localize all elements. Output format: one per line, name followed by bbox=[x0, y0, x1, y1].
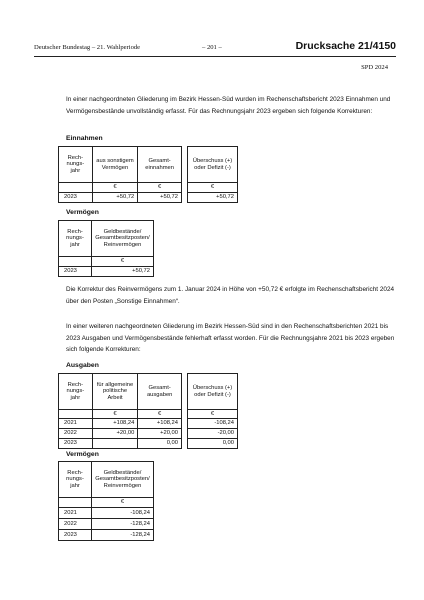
col-surplus: Überschuss (+) oder Defizit (-) bbox=[188, 147, 238, 183]
intro-paragraph-1: In einer nachgeordneten Gliederung im Bezirk Hessen-Süd wurden im Rechenschaftsbericht 2023 Einnahmen und Vermögensbestände unvollständig erfasst. Für das Rechnungsjahr 2023 ergeben sich folgende Korrekturen: bbox=[66, 96, 391, 115]
year-cell: 2023 bbox=[59, 193, 93, 203]
year-cell: 2023 bbox=[59, 439, 93, 449]
col-politische-arbeit: für allgemeine politische Arbeit bbox=[92, 374, 138, 410]
year-cell: 2023 bbox=[59, 530, 92, 541]
ausgaben-heading: Ausgaben bbox=[66, 362, 99, 369]
col-gesamteinnahmen: Gesamt-einnahmen bbox=[138, 147, 182, 183]
year-cell: 2022 bbox=[59, 429, 93, 439]
col-year: Rech-nungs-jahr bbox=[59, 374, 93, 410]
vermoegen-table-2 bbox=[58, 461, 154, 541]
surplus-table-2 bbox=[187, 373, 238, 449]
year-cell: 2022 bbox=[59, 519, 92, 530]
party-label: SPD 2024 bbox=[361, 64, 388, 71]
col-year: Rech-nungs-jahr bbox=[59, 462, 92, 498]
col-reinvermoegen: Geldbestände/ Gesamtbesitzposten/ Reinvermögen bbox=[92, 462, 154, 498]
year-cell: 2021 bbox=[59, 419, 93, 429]
unit-cell: € bbox=[138, 410, 182, 419]
table-row bbox=[59, 429, 182, 439]
value-cell: +108,24 bbox=[138, 419, 182, 429]
einnahmen-table bbox=[58, 146, 182, 203]
value-cell: +50,72 bbox=[138, 193, 182, 203]
table-row bbox=[59, 419, 182, 429]
header-parliament: Deutscher Bundestag – 21. Wahlperiode bbox=[34, 44, 141, 51]
col-reinvermoegen: Geldbestände/ Gesamtbesitzposten/ Reinvermögen bbox=[92, 221, 154, 257]
value-cell: +20,00 bbox=[92, 429, 138, 439]
intro-paragraph-2: In einer weiteren nachgeordneten Gliederung im Bezirk Hessen-Süd sind in den Rechenschaftsberichten 2021 bis 2023 Ausgaben und Vermögensbestände fehlerhaft erfasst worden. Für die Rechnungsjahre 2021 bis 2023 ergeben sich folgende Korrekturen: bbox=[66, 323, 395, 354]
table-row bbox=[59, 439, 182, 449]
value-cell: +108,24 bbox=[92, 419, 138, 429]
value-cell bbox=[92, 439, 138, 449]
value-cell: 0,00 bbox=[138, 439, 182, 449]
value-cell: -108,24 bbox=[188, 419, 238, 429]
unit-cell: € bbox=[92, 498, 154, 508]
unit-cell: € bbox=[92, 410, 138, 419]
unit-cell: € bbox=[138, 183, 182, 193]
value-cell: 0,00 bbox=[188, 439, 238, 449]
table-row bbox=[188, 429, 238, 439]
col-sonstiges-vermoegen: aus sonstigem Vermögen bbox=[92, 147, 138, 183]
value-cell: +20,00 bbox=[138, 429, 182, 439]
value-cell: +50,72 bbox=[92, 267, 154, 277]
table-row bbox=[59, 530, 154, 541]
table-row bbox=[59, 193, 182, 203]
unit-blank bbox=[59, 498, 92, 508]
table-row bbox=[59, 519, 154, 530]
ausgaben-table bbox=[58, 373, 182, 449]
vermoegen-heading-1: Vermögen bbox=[66, 209, 99, 216]
value-cell: -128,24 bbox=[92, 530, 154, 541]
surplus-table-1 bbox=[187, 146, 238, 203]
vermoegen-table-1 bbox=[58, 220, 154, 277]
document-number: Drucksache 21/4150 bbox=[295, 40, 396, 52]
unit-blank bbox=[59, 183, 93, 193]
col-surplus: Überschuss (+) oder Defizit (-) bbox=[188, 374, 238, 410]
value-cell: -108,24 bbox=[92, 508, 154, 519]
einnahmen-heading: Einnahmen bbox=[66, 135, 103, 142]
unit-blank bbox=[59, 257, 92, 267]
header-rule bbox=[34, 56, 396, 57]
table-row bbox=[188, 193, 238, 203]
correction-note: Die Korrektur des Reinvermögens zum 1. Januar 2024 in Höhe von +50,72 € erfolgte im Rechenschaftsbericht 2024 über den Posten „Sonstige Einnahmen“. bbox=[66, 286, 395, 305]
page-header bbox=[34, 40, 396, 56]
vermoegen-heading-2: Vermögen bbox=[66, 451, 99, 458]
unit-cell: € bbox=[92, 257, 154, 267]
page-number: – 201 – bbox=[202, 44, 222, 51]
table-row bbox=[188, 439, 238, 449]
value-cell: +50,72 bbox=[92, 193, 138, 203]
value-cell: -20,00 bbox=[188, 429, 238, 439]
unit-cell: € bbox=[188, 183, 238, 193]
unit-blank bbox=[59, 410, 93, 419]
year-cell: 2021 bbox=[59, 508, 92, 519]
col-year: Rech-nungs-jahr bbox=[59, 147, 93, 183]
unit-cell: € bbox=[188, 410, 238, 419]
table-row bbox=[188, 419, 238, 429]
col-gesamtausgaben: Gesamt-ausgaben bbox=[138, 374, 182, 410]
col-year: Rech-nungs-jahr bbox=[59, 221, 92, 257]
unit-cell: € bbox=[92, 183, 138, 193]
year-cell: 2023 bbox=[59, 267, 92, 277]
value-cell: +50,72 bbox=[188, 193, 238, 203]
table-row bbox=[59, 267, 154, 277]
table-row bbox=[59, 508, 154, 519]
value-cell: -128,24 bbox=[92, 519, 154, 530]
